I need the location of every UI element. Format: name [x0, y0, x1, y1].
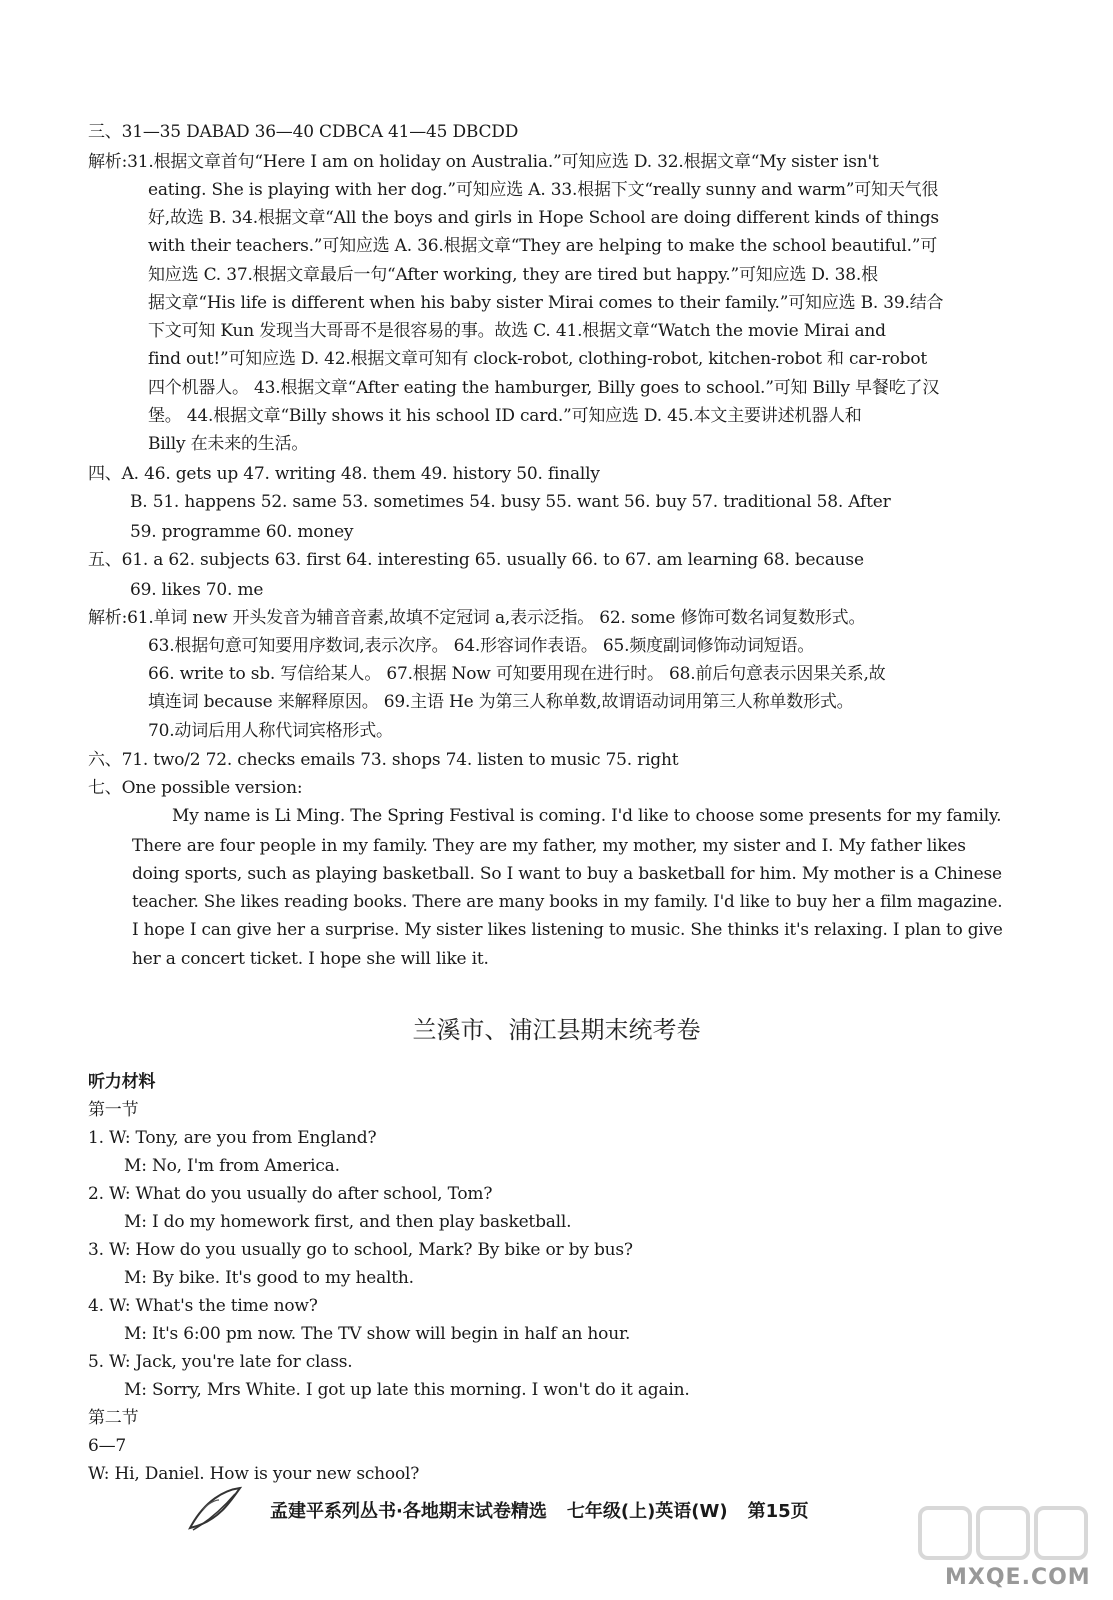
- text-line: 七、One possible version:: [88, 778, 303, 798]
- text-line: M: No, I'm from America.: [124, 1156, 340, 1176]
- text-line: 听力材料: [88, 1072, 156, 1092]
- watermark-text: MXQE.COM: [945, 1565, 1091, 1590]
- text-line: 堡。 44.根据文章“Billy shows it his school ID card.”可知应选 D. 45.本文主要讲述机器人和: [148, 406, 862, 426]
- text-line: 2. W: What do you usually do after school, Tom?: [88, 1184, 493, 1204]
- text-line: teacher. She likes reading books. There are many books in my family. I'd like to buy her a film magazine.: [132, 892, 1003, 912]
- text-line: 三、31—35 DABAD 36—40 CDBCA 41—45 DBCDD: [88, 122, 519, 142]
- text-line: 3. W: How do you usually go to school, Mark? By bike or by bus?: [88, 1240, 633, 1260]
- text-line: M: By bike. It's good to my health.: [124, 1268, 414, 1288]
- text-line: 4. W: What's the time now?: [88, 1296, 318, 1316]
- text-line: B. 51. happens 52. same 53. sometimes 54. busy 55. want 56. buy 57. traditional 58. After: [130, 492, 891, 512]
- text-line: her a concert ticket. I hope she will like it.: [132, 949, 489, 969]
- text-line: 69. likes 70. me: [130, 580, 264, 600]
- text-line: doing sports, such as playing basketball. So I want to buy a basketball for him. My mother is a Chinese: [132, 864, 1002, 884]
- footer-grade: 七年级(上)英语(W): [566, 1501, 728, 1522]
- text-line: W: Hi, Daniel. How is your new school?: [88, 1464, 420, 1484]
- text-line: 五、61. a 62. subjects 63. first 64. interesting 65. usually 66. to 67. am learning 68. because: [88, 550, 864, 570]
- text-line: M: Sorry, Mrs White. I got up late this morning. I won't do it again.: [124, 1380, 690, 1400]
- text-line: I hope I can give her a surprise. My sister likes listening to music. She thinks it's relaxing. I plan to give: [132, 920, 1003, 940]
- text-line: 据文章“His life is different when his baby sister Mirai comes to their family.”可知应选 B. 39.结合: [148, 293, 944, 313]
- text-line: 四个机器人。 43.根据文章“After eating the hamburger, Billy goes to school.”可知 Billy 早餐吃了汉: [148, 378, 940, 398]
- text-line: There are four people in my family. They are my father, my mother, my sister and I. My father likes: [132, 836, 966, 856]
- text-line: 好,故选 B. 34.根据文章“All the boys and girls in Hope School are doing different kinds of things: [148, 208, 939, 228]
- footer-series: 孟建平系列丛书·各地期末试卷精选: [270, 1501, 547, 1522]
- text-line: 第一节: [88, 1100, 139, 1120]
- text-line: 6—7: [88, 1436, 127, 1456]
- text-line: eating. She is playing with her dog.”可知应选 A. 33.根据下文“really sunny and warm”可知天气很: [148, 180, 939, 200]
- text-line: 59. programme 60. money: [130, 522, 354, 542]
- text-line: 四、A. 46. gets up 47. writing 48. them 49. history 50. finally: [88, 464, 600, 484]
- text-line: M: It's 6:00 pm now. The TV show will begin in half an hour.: [124, 1324, 631, 1344]
- text-line: 5. W: Jack, you're late for class.: [88, 1352, 353, 1372]
- page-footer: [228, 1490, 888, 1530]
- text-line: with their teachers.”可知应选 A. 36.根据文章“They are helping to make the school beautiful.”可: [148, 236, 938, 256]
- text-line: 知应选 C. 37.根据文章最后一句“After working, they are tired but happy.”可知应选 D. 38.根: [148, 265, 878, 285]
- text-line: Billy 在未来的生活。: [148, 434, 309, 454]
- text-line: 第二节: [88, 1408, 139, 1428]
- text-line: 下文可知 Kun 发现当大哥哥不是很容易的事。故选 C. 41.根据文章“Watch the movie Mirai and: [148, 321, 886, 341]
- text-line: 解析:31.根据文章首句“Here I am on holiday on Australia.”可知应选 D. 32.根据文章“My sister isn't: [88, 152, 879, 172]
- text-line: 1. W: Tony, are you from England?: [88, 1128, 377, 1148]
- text-line: 填连词 because 来解释原因。 69.主语 He 为第三人称单数,故谓语动词用第三人称单数形式。: [148, 692, 854, 712]
- text-line: 66. write to sb. 写信给某人。 67.根据 Now 可知要用现在进行时。 68.前后句意表示因果关系,故: [148, 664, 886, 684]
- text-line: My name is Li Ming. The Spring Festival is coming. I'd like to choose some presents for my family.: [172, 806, 1002, 826]
- footer-page-number: 第15页: [747, 1501, 809, 1522]
- section-title: 兰溪市、浦江县期末统考卷: [412, 1016, 701, 1044]
- text-line: 解析:61.单词 new 开头发音为辅音音素,故填不定冠词 a,表示泛指。 62. some 修饰可数名词复数形式。: [88, 608, 866, 628]
- text-line: 70.动词后用人称代词宾格形式。: [148, 721, 393, 741]
- text-line: find out!”可知应选 D. 42.根据文章可知有 clock-robot, clothing-robot, kitchen-robot 和 car-robot: [148, 349, 928, 369]
- text-line: M: I do my homework first, and then play basketball.: [124, 1212, 572, 1232]
- text-line: 六、71. two/2 72. checks emails 73. shops 74. listen to music 75. right: [88, 750, 679, 770]
- text-line: 63.根据句意可知要用序数词,表示次序。 64.形容词作表语。 65.频度副词修饰动词短语。: [148, 636, 815, 656]
